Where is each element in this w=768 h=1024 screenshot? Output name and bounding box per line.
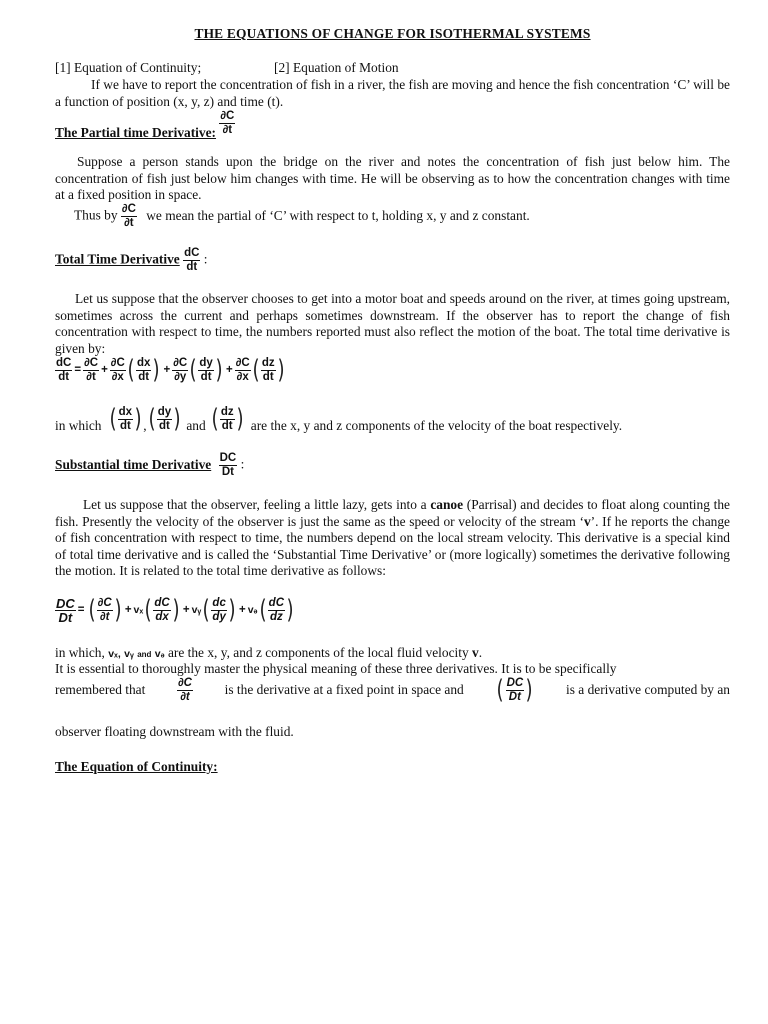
total-paragraph: Let us suppose that the observer chooses to get into a motor boat and speeds around on the river, at times going upstream, sometimes across the current and perhaps sometimes downstream. If the observer has to report the change of fish concentration with respect to time, the numbers reported must also reflect the motion of the boat. The total time derivative is given by: — [55, 291, 730, 356]
partial-derivative-heading-row — [55, 110, 235, 140]
intro-paragraph: If we have to report the concentration of fish in a river, the fish are moving and hence the fish concentration ‘C’ will be a function of position (x, y, z) and time (t). — [55, 77, 730, 109]
total-derivative-equation: $\frac{dC}{dt}$ = $\frac{\partial C}{\partial t}$ + $\frac{\partial C}{\partial x}$ ( $\frac{dx}{dt}$ ) + $\frac{\partial C}{\partial y}$ ( $\frac{dy}{dt}$ ) + $\frac{\partial C}{\partial x}$ ( $\frac{dz}{dt}$ ) — [56, 355, 285, 385]
partial-derivative-heading: The Partial time Derivative: — [55, 124, 217, 140]
eq-term: $\frac{dC}{dt}$ — [56, 356, 72, 383]
observer-line: observer floating downstream with the fluid. — [55, 724, 294, 739]
remember-line: remembered that $\frac{\partial C}{\partial t}$ is the derivative at a fixed point in space and ( $\frac{DC}{Dt}$ ) is a derivative computed by an — [55, 675, 730, 705]
partial-derivative-symbol: $\frac{\partial C}{\partial t}$ — [220, 110, 235, 136]
thus-line: Thus by $\frac{\partial C}{\partial t}$ we mean the partial of ‘C’ with respect to t, holding x, y and z constant. — [74, 203, 530, 229]
list-item-continuity: [1] Equation of Continuity; — [55, 60, 202, 75]
substantial-derivative-heading-row: Substantial time Derivative $\frac{DC}{Dt}$ : — [55, 452, 245, 478]
eq-term: ( $\frac{dx}{dt}$ ) — [127, 355, 160, 385]
partial-symbol-inline: $\frac{\partial C}{\partial t}$ — [121, 203, 136, 229]
substantial-derivative-heading: Substantial time Derivative — [55, 456, 212, 472]
velocity-components-line: in which ( $\frac{dx}{dt}$ ) , ( $\frac{dy}{dt}$ ) and ( $\frac{dz}{dt}$ ) are the x, y and z components of the velocity of the boat respectively. — [55, 404, 623, 434]
fluid-velocity-line: in which, vₓ, vᵧ and vₔ are the x, y, and z components of the local fluid velocity v. — [55, 645, 483, 660]
page-title: THE EQUATIONS OF CHANGE FOR ISOTHERMAL SYSTEMS — [194, 26, 591, 41]
total-derivative-heading: Total Time Derivative — [55, 251, 180, 267]
eq-term: $\frac{\partial C}{\partial t}$ — [84, 356, 99, 383]
substantial-derivative-symbol: $\frac{DC}{Dt}$ — [219, 452, 237, 478]
substantial-derivative-equation: $\frac{DC}{Dt}$ = ( $\frac{\partial C}{\partial t}$ ) + vₓ ( $\frac{dC}{dx}$ ) + vᵧ ( $\frac{dc}{dy}$ ) + vₔ ( $\frac{dC}{dz}$ ) — [56, 595, 294, 625]
essential-sentence: It is essential to thoroughly master the physical meaning of these three derivatives. It is to be specifically — [55, 661, 617, 676]
eq-term: $\frac{\partial C}{\partial x}$ — [235, 356, 250, 383]
total-derivative-symbol: $\frac{dC}{dt}$ — [184, 247, 200, 273]
total-derivative-heading-row: Total Time Derivative $\frac{dC}{dt}$ : — [55, 247, 208, 273]
partial-paragraph: Suppose a person stands upon the bridge on the river and notes the concentration of fish just below him. The concentration of fish just below him changes with time. He will be observing as to how the concentration changes with time at a fixed position in space. — [55, 154, 730, 203]
list-item-motion: [2] Equation of Motion — [274, 60, 399, 75]
substantial-paragraph: Let us suppose that the observer, feeling a little lazy, gets into a canoe (Parrisal) and decides to float along counting the fish. Presently the velocity of the observer is just the same as the speed or velocity of the stream ‘v’. If he reports the change of fish concentration with respect to time, the numbers depend on the local stream velocity. This derivative is a special kind of total time derivative and is called the ‘Substantial Time Derivative’ or (more logically) sometimes the derivative following the motion. It is related to the total time derivative as follows: — [55, 497, 731, 579]
eq-term: ( $\frac{dz}{dt}$ ) — [252, 355, 285, 385]
eq-term: $\frac{\partial C}{\partial y}$ — [173, 356, 188, 383]
eq-term: ( $\frac{dy}{dt}$ ) — [189, 355, 223, 385]
continuity-heading: The Equation of Continuity: — [55, 759, 218, 774]
eq-term: $\frac{\partial C}{\partial x}$ — [110, 356, 125, 383]
